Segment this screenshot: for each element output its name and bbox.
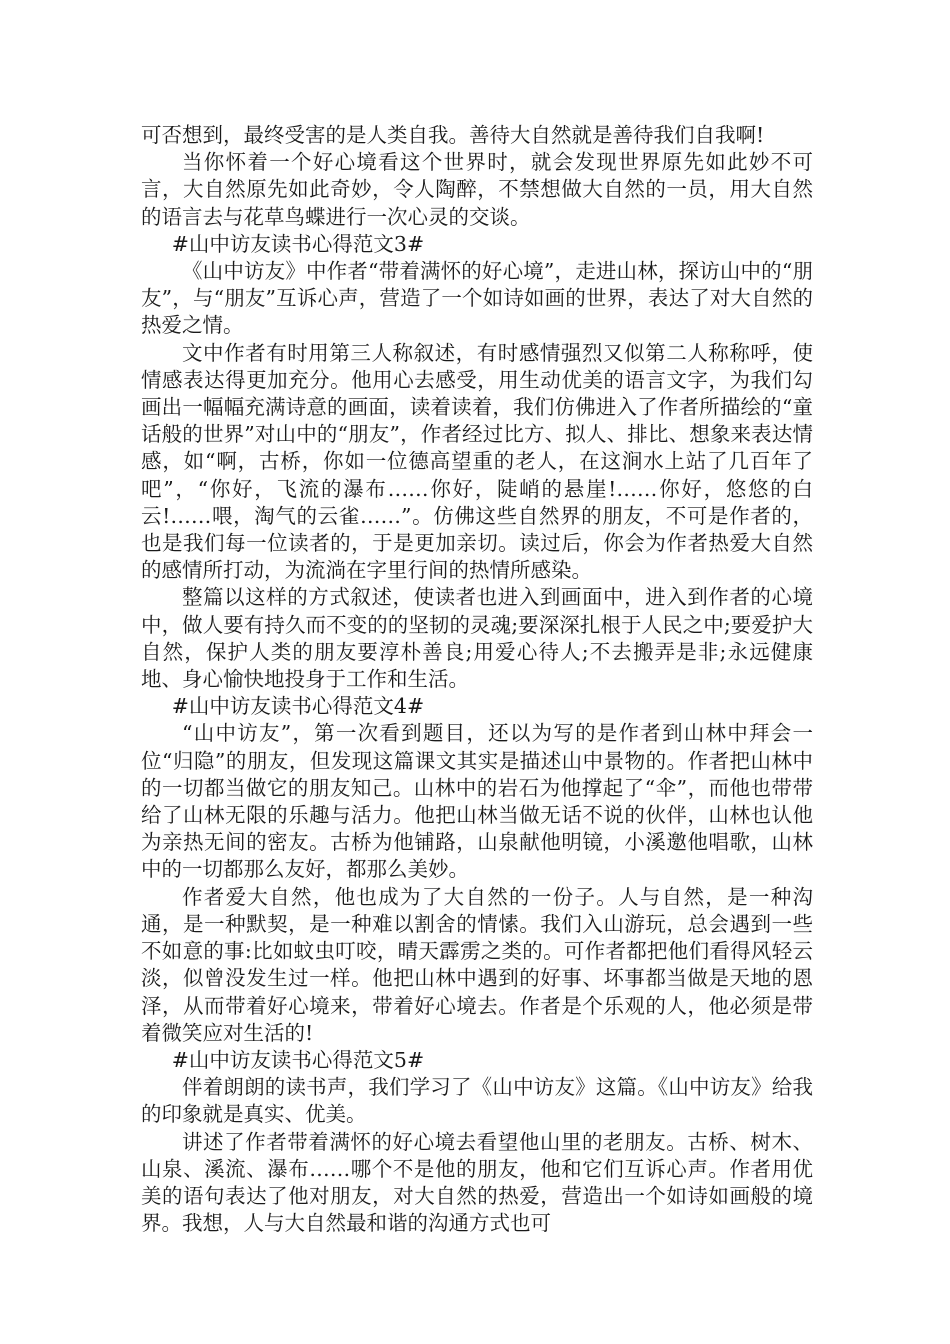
document-page [141,122,813,1237]
paragraph: 整篇以这样的方式叙述，使读者也进入到画面中，进入到作者的心境中，做人要有持久而不变的的坚韧的灵魂;要深深扎根于人民之中;要爱护大自然，保护人类的朋友要淳朴善良;用爱心待人;不去搬弄是非;永远健康地、身心愉快地投身于工作和生活。 [141,585,813,692]
paragraph: 当你怀着一个好心境看这个世界时，就会发现世界原先如此妙不可言，大自然原先如此奇妙，令人陶醉，不禁想做大自然的一员，用大自然的语言去与花草鸟蝶进行一次心灵的交谈。 [141,150,813,229]
paragraph: “山中访友”，第一次看到题目，还以为写的是作者到山林中拜会一位“归隐”的朋友，但发现这篇课文其实是描述山中景物的。作者把山林中的一切都当做它的朋友知己。山林中的岩石为他撑起了“伞”，而他也带带给了山林无限的乐趣与活力。他把山林当做无话不说的伙伴，山林也认他为亲热无间的密友。古桥为他铺路，山泉献他明镜，小溪邀他唱歌，山林中的一切都那么友好，都那么美妙。 [141,721,813,882]
paragraph: 讲述了作者带着满怀的好心境去看望他山里的老朋友。古桥、树木、山泉、溪流、瀑布……哪个不是他的朋友，他和它们互诉心声。作者用优美的语句表达了他对朋友，对大自然的热爱，营造出一个如诗如画般的境界。我想，人与大自然最和谐的沟通方式也可 [141,1129,813,1236]
paragraph: 文中作者有时用第三人称叙述，有时感情强烈又似第二人称称呼，使情感表达得更加充分。他用心去感受，用生动优美的语言文字，为我们勾画出一幅幅充满诗意的画面，读着读着，我们仿佛进入了作者所描绘的“童话般的世界”对山中的“朋友”，作者经过比方、拟人、排比、想象来表达情感，如“啊，古桥，你如一位德高望重的老人，在这涧水上站了几百年了吧”，“你好，飞流的瀑布……你好，陡峭的悬崖!……你好，悠悠的白云!……喂，淘气的云雀……”。仿佛这些自然界的朋友，不可是作者的，也是我们每一位读者的，于是更加亲切。读过后，你会为作者热爱大自然的感情所打动，为流淌在字里行间的热情所感染。 [141,340,813,583]
paragraph: 《山中访友》中作者“带着满怀的好心境”，走进山林，探访山中的“朋友”，与“朋友”互诉心声，营造了一个如诗如画的世界，表达了对大自然的热爱之情。 [141,259,813,338]
paragraph: 伴着朗朗的读书声，我们学习了《山中访友》这篇。《山中访友》给我的印象就是真实、优美。 [141,1075,813,1127]
section-heading: #山中访友读书心得范文5# [171,1047,425,1072]
paragraph: 可否想到，最终受害的是人类自我。善待大自然就是善待我们自我啊! [141,123,765,147]
paragraph: 作者爱大自然，他也成为了大自然的一份子。人与自然，是一种沟通，是一种默契，是一种难以割舍的情愫。我们入山游玩，总会遇到一些不如意的事:比如蚊虫叮咬，晴天霹雳之类的。可作者都把他们看得风轻云淡，似曾没发生过一样。他把山林中遇到的好事、坏事都当做是天地的恩泽，从而带着好心境来，带着好心境去。作者是个乐观的人，他必须是带着微笑应对生活的! [141,884,813,1045]
section-heading: #山中访友读书心得范文4# [171,694,425,719]
section-heading: #山中访友读书心得范文3# [171,231,425,256]
